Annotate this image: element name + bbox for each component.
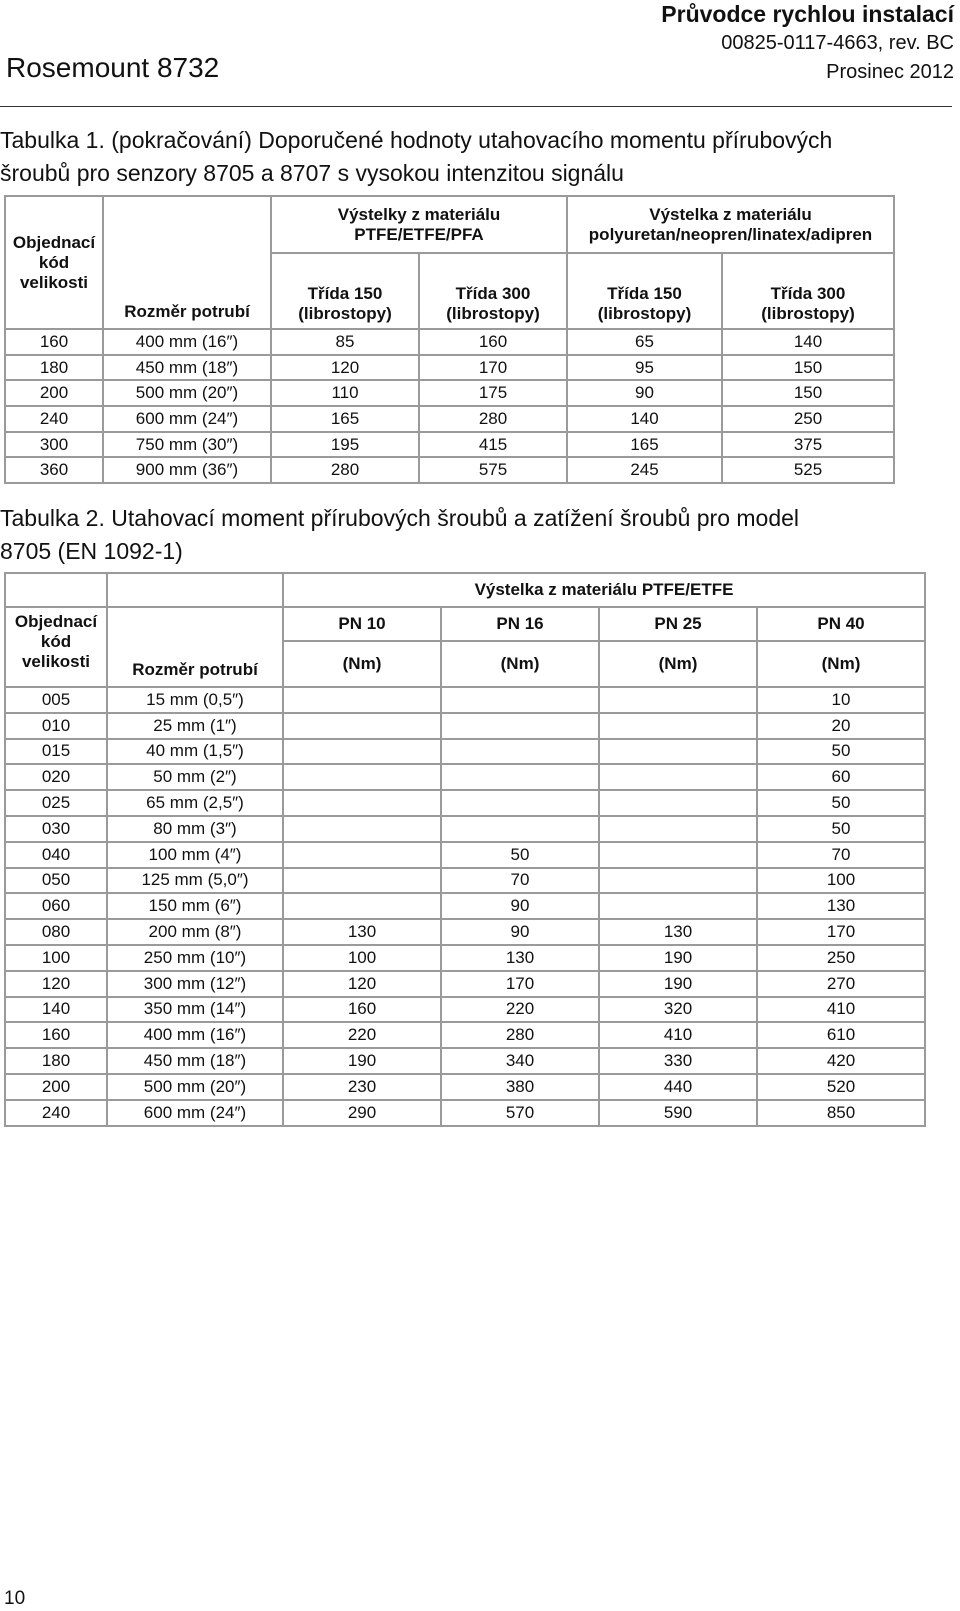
table-cell: 50 [441,842,599,868]
table-cell: 190 [599,945,757,971]
table-cell: 140 [722,329,894,355]
table-row [5,868,925,894]
torque-table-1 [4,195,895,484]
table-cell: 350 mm (14″) [107,997,283,1023]
table-cell: 600 mm (24″) [107,1100,283,1126]
document-date: Prosinec 2012 [826,61,954,83]
table-cell: 175 [419,380,567,406]
table2-col-size: Rozměr potrubí [107,607,283,687]
table-cell: 420 [757,1048,925,1074]
table-cell: 400 mm (16″) [107,1022,283,1048]
table-cell: 165 [271,406,419,432]
table-cell: 85 [271,329,419,355]
table-cell [441,687,599,713]
table-cell: 195 [271,432,419,458]
table-cell: 160 [419,329,567,355]
table-cell: 850 [757,1100,925,1126]
table2-caption [0,502,799,568]
table-row [5,997,925,1023]
table1-caption [0,124,832,190]
table-cell: 60 [757,764,925,790]
table-cell: 90 [567,380,722,406]
table-cell: 40 mm (1,5″) [107,739,283,765]
table-cell: 170 [441,971,599,997]
table-cell: 220 [283,1022,441,1048]
table-cell [283,842,441,868]
table-cell: 230 [283,1074,441,1100]
table-row [5,764,925,790]
table-cell: 380 [441,1074,599,1100]
table2-header-blank-1 [5,573,107,607]
table-cell: 150 [722,355,894,381]
table-row [5,1074,925,1100]
table-row [5,355,894,381]
table-cell: 415 [419,432,567,458]
table-row [5,893,925,919]
table-row [5,919,925,945]
table1-col-pu-class150: Třída 150 (librostopy) [567,253,722,329]
table2-caption-line1: Tabulka 2. Utahovací moment přírubových šroubů a zatížení šroubů pro model [0,505,800,531]
table-cell: 25 mm (1″) [107,713,283,739]
table-cell: 160 [283,997,441,1023]
table-cell: 020 [5,764,107,790]
table2-col-code: Objednací kód velikosti [5,607,107,687]
table-cell [441,790,599,816]
table-cell [441,713,599,739]
table-cell: 375 [722,432,894,458]
table-row [5,971,925,997]
table-row [5,739,925,765]
table-cell [599,893,757,919]
table-cell: 150 mm (6″) [107,893,283,919]
table-cell: 240 [5,406,103,432]
table-cell [599,816,757,842]
table-cell: 95 [567,355,722,381]
table-cell: 150 [722,380,894,406]
table-cell: 080 [5,919,107,945]
table-cell: 130 [441,945,599,971]
table-cell: 130 [757,893,925,919]
table-cell: 200 [5,1074,107,1100]
table2-unit-pn16: (Nm) [441,641,599,687]
table-cell: 100 [283,945,441,971]
product-name: Rosemount 8732 [6,52,220,83]
table-cell: 50 [757,739,925,765]
table1-col-ptfe-class150: Třída 150 (librostopy) [271,253,419,329]
table1-caption-line1: Tabulka 1. (pokračování) Doporučené hodnoty utahovacího momentu přírubových [0,127,833,153]
table-cell: 400 mm (16″) [103,329,271,355]
table-row [5,1022,925,1048]
table-cell: 130 [283,919,441,945]
table-cell: 70 [441,868,599,894]
table2-header-blank-2 [107,573,283,607]
table-cell: 50 mm (2″) [107,764,283,790]
table2-col-pn25: PN 25 [599,607,757,641]
table-row [5,945,925,971]
table-cell: 440 [599,1074,757,1100]
table-cell: 120 [283,971,441,997]
table2-caption-line2: 8705 (EN 1092-1) [0,538,183,564]
table2-unit-pn10: (Nm) [283,641,441,687]
table-cell [441,816,599,842]
table-cell [283,816,441,842]
table-cell: 040 [5,842,107,868]
table-cell: 250 mm (10″) [107,945,283,971]
table-cell: 900 mm (36″) [103,457,271,483]
table-cell: 70 [757,842,925,868]
table-cell: 030 [5,816,107,842]
table-cell: 600 mm (24″) [103,406,271,432]
table-cell: 320 [599,997,757,1023]
table-row [5,406,894,432]
table2-unit-pn25: (Nm) [599,641,757,687]
table-cell: 340 [441,1048,599,1074]
table-cell: 170 [419,355,567,381]
table-cell: 575 [419,457,567,483]
table-cell: 520 [757,1074,925,1100]
table-cell [599,868,757,894]
header-rule [0,106,952,107]
table-cell: 190 [599,971,757,997]
table-cell: 240 [5,1100,107,1126]
table1-caption-line2: šroubů pro senzory 8705 a 8707 s vysokou intenzitou signálu [0,160,624,186]
table-row [5,713,925,739]
table-cell: 90 [441,893,599,919]
table-cell [283,713,441,739]
table-cell: 100 [5,945,107,971]
table-cell: 50 [757,816,925,842]
table2-group-ptfe: Výstelka z materiálu PTFE/ETFE [283,573,925,607]
table1-col-ptfe-class300: Třída 300 (librostopy) [419,253,567,329]
table-cell [441,764,599,790]
table2-unit-pn40: (Nm) [757,641,925,687]
table2-col-pn10: PN 10 [283,607,441,641]
table-cell: 610 [757,1022,925,1048]
document-number: 00825-0117-4663, rev. BC [721,32,954,54]
table2-col-pn40: PN 40 [757,607,925,641]
table-cell: 330 [599,1048,757,1074]
table-cell: 250 [757,945,925,971]
document-title: Průvodce rychlou instalací [661,1,954,27]
table-cell: 130 [599,919,757,945]
table-cell: 200 mm (8″) [107,919,283,945]
table-cell: 245 [567,457,722,483]
table-cell: 65 [567,329,722,355]
table-cell: 220 [441,997,599,1023]
table-cell: 10 [757,687,925,713]
table-cell: 50 [757,790,925,816]
table-cell: 410 [599,1022,757,1048]
table-cell: 20 [757,713,925,739]
table-cell: 100 [757,868,925,894]
table-cell: 280 [441,1022,599,1048]
table-cell: 410 [757,997,925,1023]
table-cell: 250 [722,406,894,432]
table1-group-ptfe: Výstelky z materiálu PTFE/ETFE/PFA [271,196,567,253]
table-cell: 590 [599,1100,757,1126]
table-row [5,457,894,483]
table-cell: 165 [567,432,722,458]
table-cell [283,893,441,919]
table-cell [441,739,599,765]
table-row [5,842,925,868]
table-cell: 500 mm (20″) [107,1074,283,1100]
table-cell: 160 [5,329,103,355]
table-cell: 450 mm (18″) [107,1048,283,1074]
table-cell: 060 [5,893,107,919]
table1-col-size: Rozměr potrubí [103,196,271,329]
table-cell: 300 [5,432,103,458]
table-cell: 010 [5,713,107,739]
table-cell: 450 mm (18″) [103,355,271,381]
table-cell [599,739,757,765]
table-row [5,1100,925,1126]
table-row [5,380,894,406]
page-number: 10 [4,1588,26,1609]
table-cell: 300 mm (12″) [107,971,283,997]
table-cell: 190 [283,1048,441,1074]
table-row [5,687,925,713]
table-cell: 100 mm (4″) [107,842,283,868]
table-row [5,790,925,816]
table-cell: 015 [5,739,107,765]
table-cell: 270 [757,971,925,997]
table-cell: 160 [5,1022,107,1048]
table1-group-polyurethane: Výstelka z materiálu polyuretan/neopren/linatex/adipren [567,196,894,253]
table-cell [283,868,441,894]
table-cell: 80 mm (3″) [107,816,283,842]
table-cell: 750 mm (30″) [103,432,271,458]
table2-col-pn16: PN 16 [441,607,599,641]
table-cell [599,764,757,790]
table-cell: 170 [757,919,925,945]
table-cell: 90 [441,919,599,945]
torque-table-2 [4,572,926,1127]
table-cell: 005 [5,687,107,713]
table-cell: 65 mm (2,5″) [107,790,283,816]
table-cell: 570 [441,1100,599,1126]
table-cell: 500 mm (20″) [103,380,271,406]
table-row [5,816,925,842]
table-row [5,329,894,355]
table-cell: 200 [5,380,103,406]
table1-col-code: Objednací kód velikosti [5,196,103,329]
document-info [661,0,954,87]
table-cell: 180 [5,1048,107,1074]
table-cell: 120 [5,971,107,997]
table-cell: 125 mm (5,0″) [107,868,283,894]
table-cell [599,713,757,739]
table-cell [283,790,441,816]
table-cell: 280 [271,457,419,483]
table-cell: 140 [567,406,722,432]
table-cell [283,687,441,713]
table-cell: 050 [5,868,107,894]
table-cell [283,739,441,765]
table-cell [599,687,757,713]
table-cell: 280 [419,406,567,432]
table-cell: 140 [5,997,107,1023]
table-cell: 290 [283,1100,441,1126]
table1-col-pu-class300: Třída 300 (librostopy) [722,253,894,329]
table-cell [599,790,757,816]
table-row [5,432,894,458]
table-cell: 360 [5,457,103,483]
table-cell [283,764,441,790]
table-cell [599,842,757,868]
table-cell: 110 [271,380,419,406]
table-cell: 180 [5,355,103,381]
table-cell: 120 [271,355,419,381]
table-cell: 025 [5,790,107,816]
table-row [5,1048,925,1074]
table-cell: 15 mm (0,5″) [107,687,283,713]
table-cell: 525 [722,457,894,483]
